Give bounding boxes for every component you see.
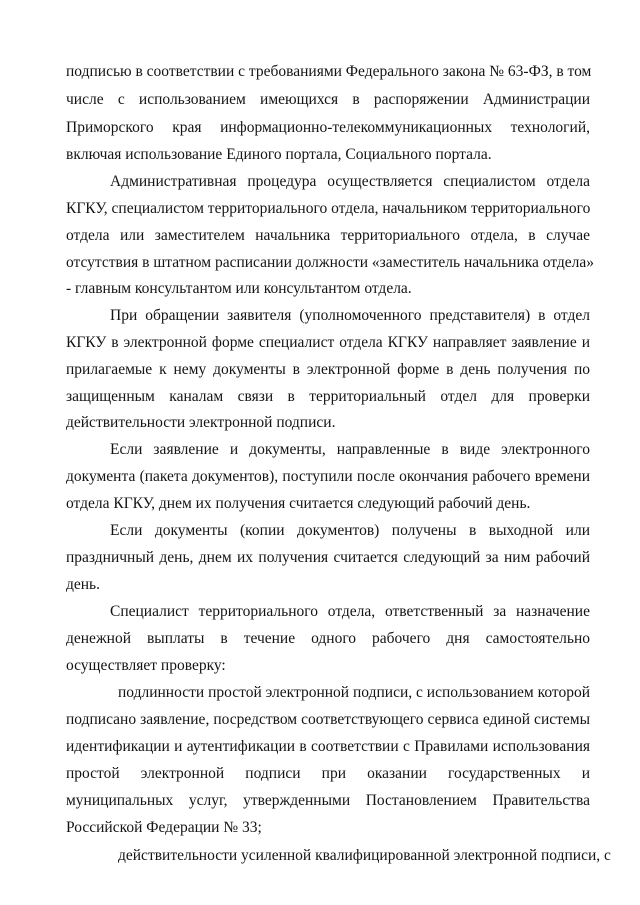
- text-line: Российской Федерации № 33;: [66, 819, 262, 836]
- text-line: отдела КГКУ, днем их получения считается следующий рабочий день.: [66, 495, 531, 512]
- text-line: защищенным каналам связи в территориальный отдел для проверки: [66, 388, 590, 405]
- text-line: КГКУ в электронной форме специалист отдела КГКУ направляет заявление и: [66, 334, 590, 351]
- text-line: КГКУ, специалистом территориального отдела, начальником территориального: [66, 200, 591, 217]
- text-line: документа (пакета документов), поступили после окончания рабочего времени: [66, 468, 590, 485]
- text-line: действительности усиленной квалифицированной электронной подписи, с: [118, 847, 611, 864]
- text-line: Специалист территориального отдела, ответственный за назначение: [110, 603, 590, 620]
- text-line: подписью в соответствии с требованиями Федерального закона № 63-ФЗ, в том: [66, 63, 592, 80]
- text-line: отдела или заместителем начальника территориального отдела, в случае: [66, 227, 590, 244]
- text-line: осуществляет проверку:: [66, 657, 226, 674]
- text-line: числе с использованием имеющихся в распоряжении Администрации: [66, 91, 590, 108]
- text-line: прилагаемые к нему документы в электронной форме в день получения по: [66, 361, 590, 378]
- text-line: Если заявление и документы, направленные в виде электронного: [110, 441, 590, 458]
- text-line: Административная процедура осуществляется специалистом отдела: [110, 173, 590, 190]
- text-line: При обращении заявителя (уполномоченного представителя) в отдел: [110, 307, 590, 324]
- text-line: отсутствия в штатном расписании должности «заместитель начальника отдела»: [66, 254, 595, 271]
- text-line: подписано заявление, посредством соответствующего сервиса единой системы: [66, 711, 590, 728]
- text-line: действительности электронной подписи.: [66, 414, 336, 431]
- text-line: включая использование Единого портала, Социального портала.: [66, 146, 492, 163]
- text-line: Если документы (копии документов) получены в выходной или: [110, 522, 590, 539]
- text-line: подлинности простой электронной подписи, с использованием которой: [118, 684, 590, 701]
- text-line: денежной выплаты в течение одного рабочего дня самостоятельно: [66, 630, 590, 647]
- text-line: - главным консультантом или консультантом отдела.: [66, 280, 412, 297]
- text-line: простой электронной подписи при оказании государственных и: [66, 765, 590, 782]
- text-line: Приморского края информационно-телекоммуникационных технологий,: [66, 119, 590, 136]
- text-line: день.: [66, 576, 101, 593]
- text-line: праздничный день, днем их получения считается следующий за ним рабочий: [66, 549, 590, 566]
- text-line: идентификации и аутентификации в соответствии с Правилами использования: [66, 738, 590, 755]
- text-line: муниципальных услуг, утвержденными Постановлением Правительства: [66, 792, 590, 809]
